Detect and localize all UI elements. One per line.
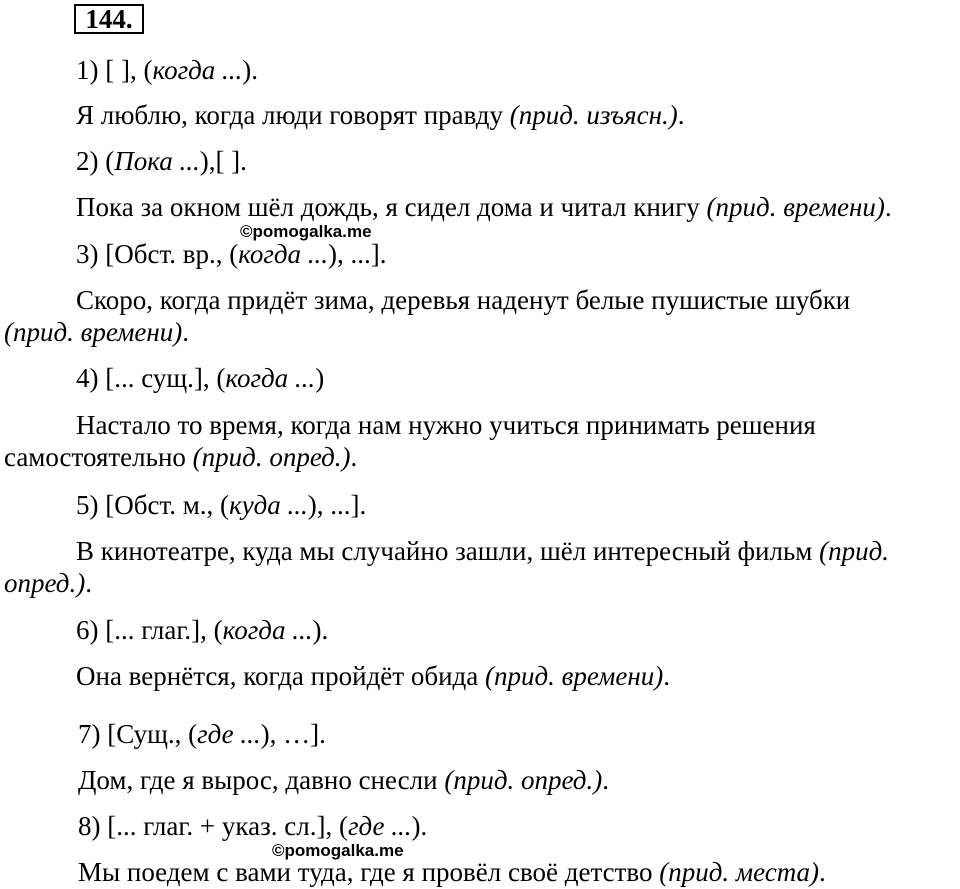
sentence-1: Я люблю, когда люди говорят правду (прид. изъясн.). xyxy=(76,100,685,130)
sentence-2: Пока за окном шёл дождь, я сидел дома и читал книгу (прид. времени). xyxy=(76,192,892,222)
sentence-3-line-2: (прид. времени). xyxy=(4,317,190,347)
clause-note: опред.) xyxy=(4,568,86,598)
sentence-6: Она вернётся, когда пройдёт обида (прид. времени). xyxy=(76,661,671,691)
clause-note: (прид. xyxy=(819,536,890,566)
clause-note: (прид. времени) xyxy=(4,317,183,347)
sentence-5-line-2: опред.). xyxy=(4,568,92,598)
scheme-4: 4) [... сущ.], (когда ...) xyxy=(76,363,325,393)
watermark-bottom: ©pomogalka.me xyxy=(272,841,404,860)
sentence-3-line-1: Скоро, когда придёт зима, деревья наденут белые пушистые шубки xyxy=(76,285,851,315)
scheme-3: 3) [Обст. вр., (когда ...), ...]. xyxy=(76,239,387,269)
clause-note: (прид. времени) xyxy=(485,661,664,691)
scheme-7: 7) [Сущ., (где ...), …]. xyxy=(78,719,326,749)
exercise-number: 144. xyxy=(74,4,144,34)
sentence-4-line-2: самостоятельно (прид. опред.). xyxy=(4,442,358,472)
clause-note: (прид. изъясн.) xyxy=(509,100,678,130)
scheme-2: 2) (Пока ...),[ ]. xyxy=(76,146,247,176)
sentence-8: Мы поедем с вами туда, где я провёл своё детство (прид. места). xyxy=(78,857,826,887)
scheme-5: 5) [Обст. м., (куда ...), ...]. xyxy=(76,490,367,520)
clause-note: (прид. места) xyxy=(659,857,820,887)
scheme-6: 6) [... глаг.], (когда ...). xyxy=(76,615,329,645)
clause-note: (прид. времени) xyxy=(706,192,885,222)
scheme-8: 8) [... глаг. + указ. сл.], (где ...). xyxy=(78,811,428,841)
sentence-5-line-1: В кинотеатре, куда мы случайно зашли, шёл интересный фильм (прид. xyxy=(76,536,890,566)
sentence-4-line-1: Настало то время, когда нам нужно учиться принимать решения xyxy=(76,410,816,440)
clause-note: (прид. опред.) xyxy=(192,442,351,472)
clause-note: (прид. опред.) xyxy=(444,765,603,795)
scheme-1: 1) [ ], (когда ...). xyxy=(76,55,259,85)
sentence-7: Дом, где я вырос, давно снесли (прид. опред.). xyxy=(78,765,609,795)
watermark-top: ©pomogalka.me xyxy=(240,222,372,241)
